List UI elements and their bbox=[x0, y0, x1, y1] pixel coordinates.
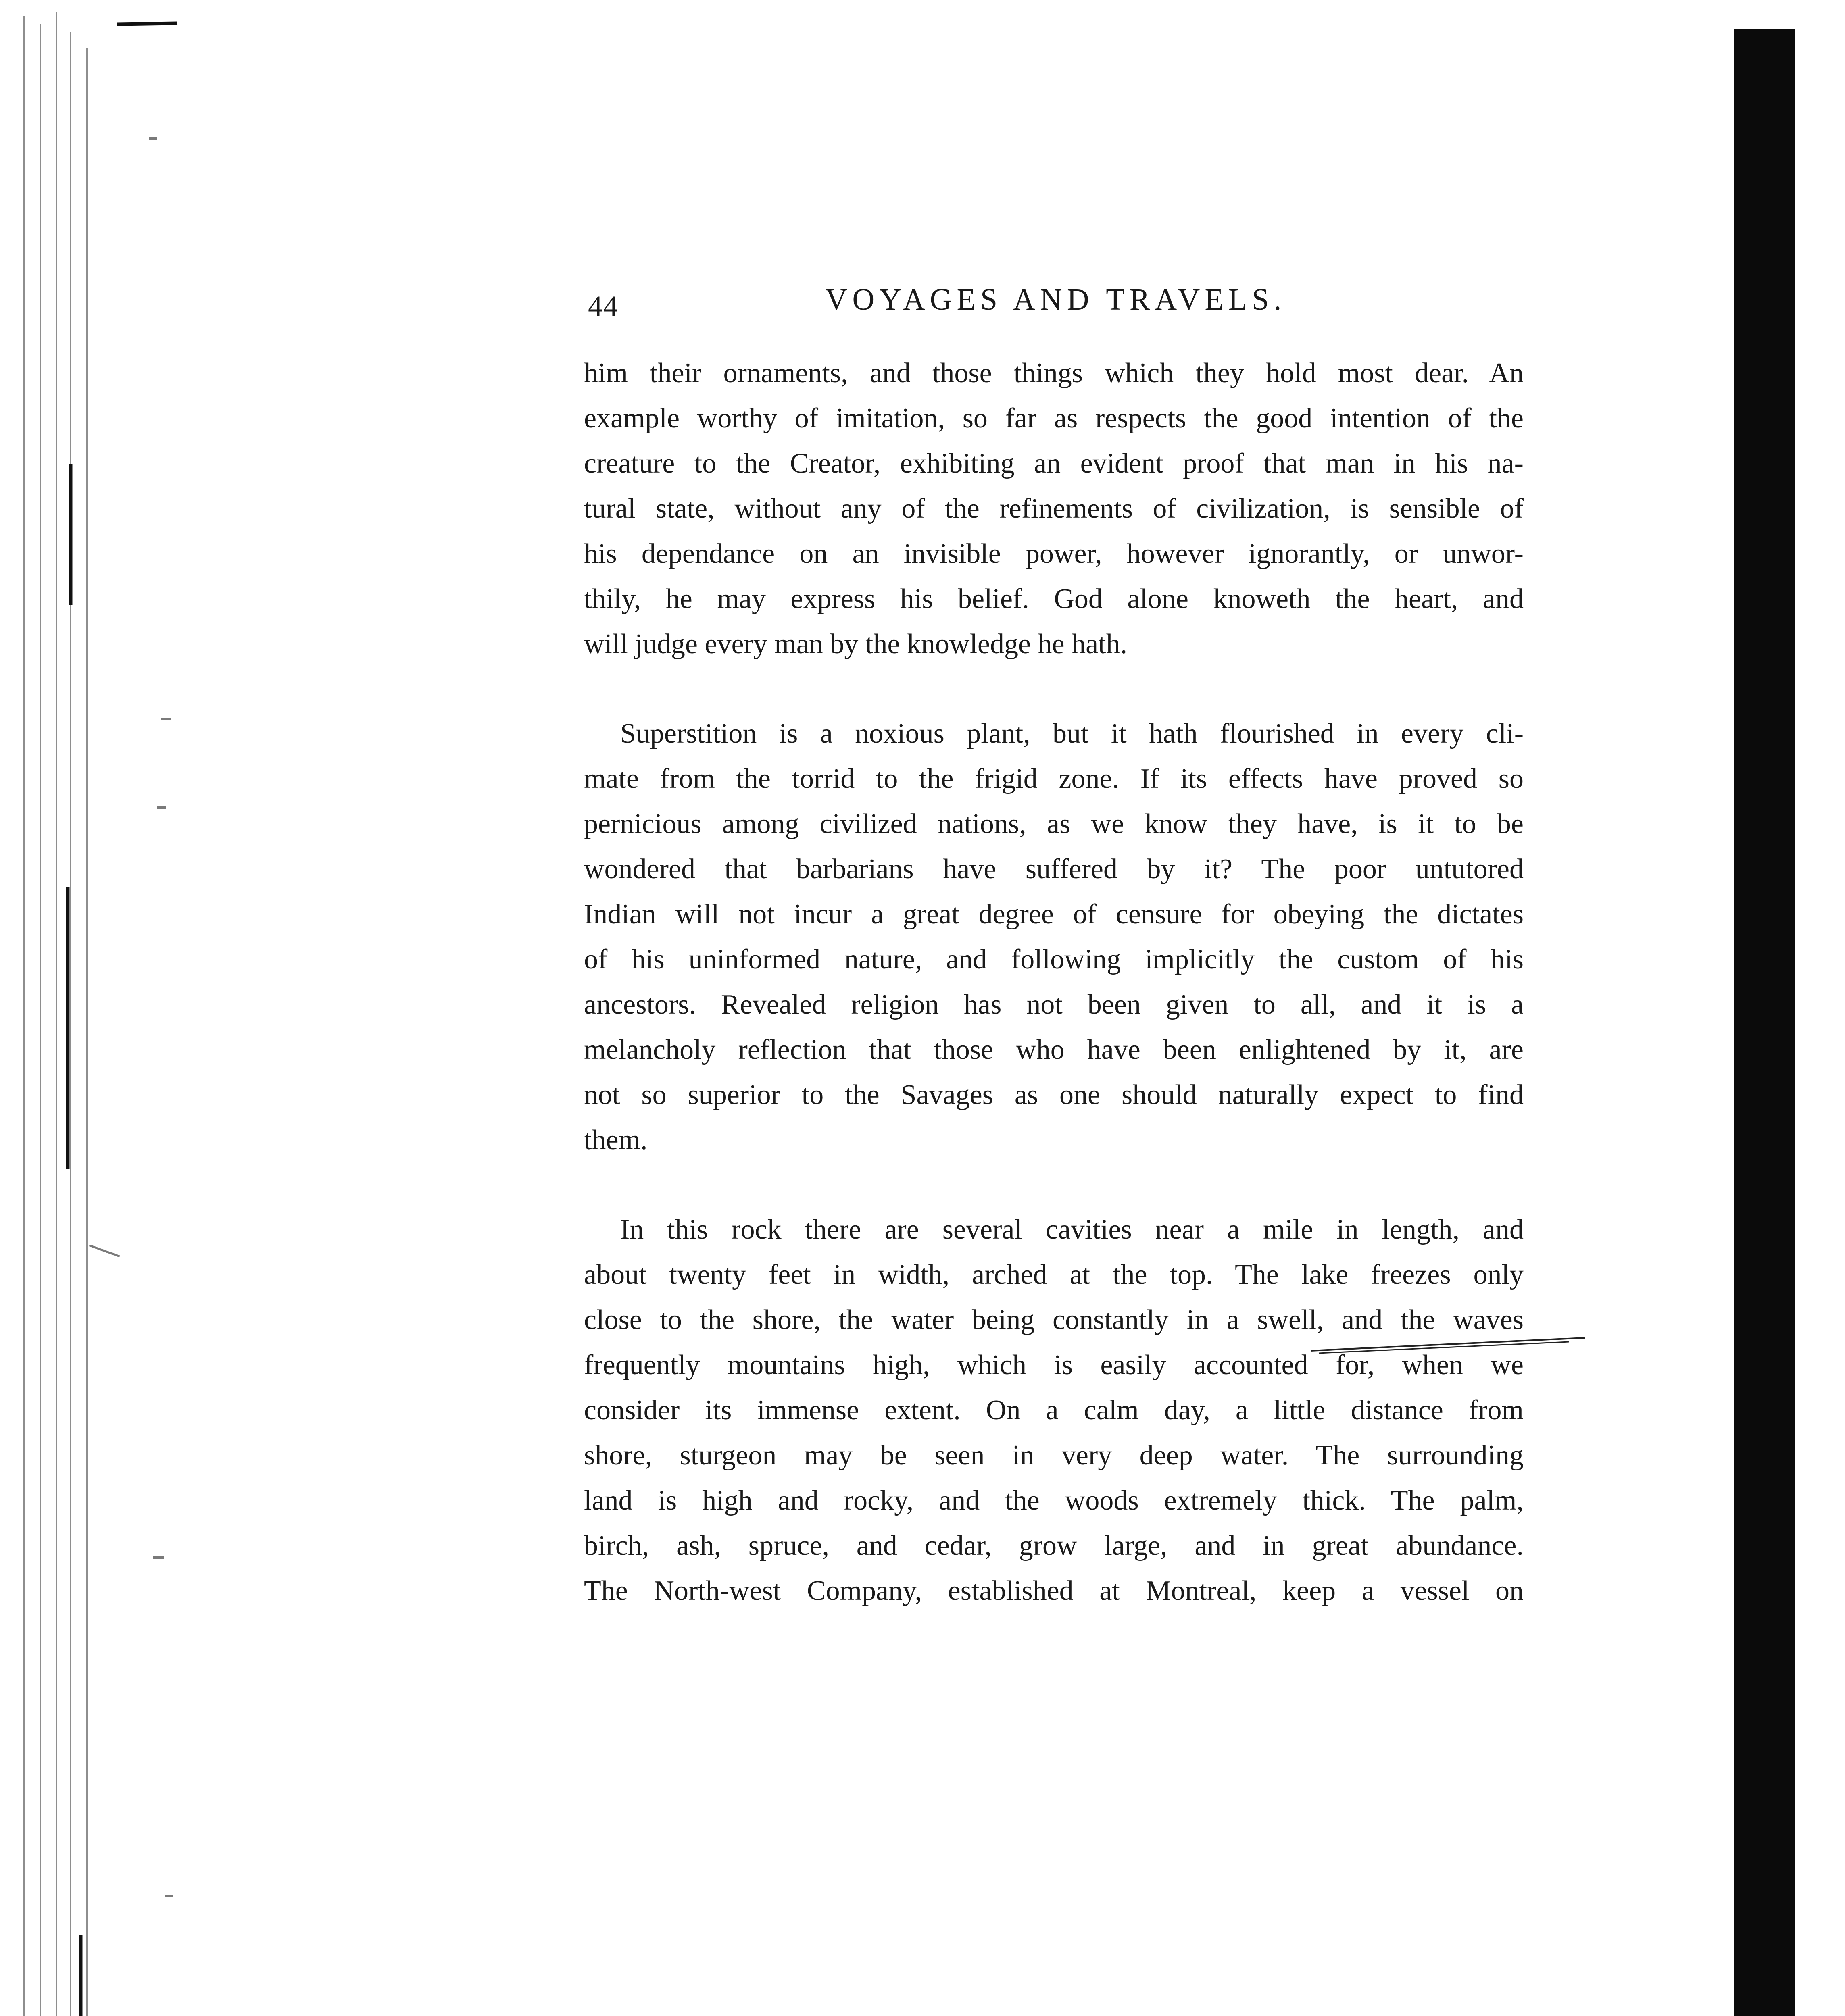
pen-strike-mark bbox=[1311, 1335, 1585, 1359]
text-line: not so superior to the Savages as one should naturally expect to find bbox=[584, 1079, 1524, 1110]
text-line: mate from the torrid to the frigid zone. If its effects have proved so bbox=[584, 763, 1524, 794]
text-line: creature to the Creator, exhibiting an evident proof that man in his na- bbox=[584, 448, 1524, 479]
text-line: Superstition is a noxious plant, but it hath flourished in every cli- bbox=[620, 718, 1524, 749]
paragraph-2 bbox=[584, 711, 1524, 1163]
paragraph-1 bbox=[584, 351, 1524, 667]
scan-gutter-noise bbox=[0, 0, 190, 2016]
text-line: In this rock there are several cavities near a mile in length, and bbox=[620, 1214, 1524, 1245]
text-line: will judge every man by the knowledge he hath. bbox=[584, 629, 1128, 660]
text-line: consider its immense extent. On a calm day, a little distance from bbox=[584, 1395, 1524, 1426]
body-text bbox=[584, 351, 1524, 1658]
text-line: land is high and rocky, and the woods extremely thick. The palm, bbox=[584, 1485, 1524, 1516]
page-number: 44 bbox=[588, 290, 619, 322]
text-line: thily, he may express his belief. God alone knoweth the heart, and bbox=[584, 583, 1524, 614]
text-line: The North-west Company, established at Montreal, keep a vessel on bbox=[584, 1575, 1524, 1606]
running-title: VOYAGES AND TRAVELS. bbox=[825, 283, 1286, 317]
binding-edge bbox=[1734, 29, 1795, 2016]
text-line: birch, ash, spruce, and cedar, grow large, and in great abundance. bbox=[584, 1530, 1524, 1561]
text-line: melancholy reflection that those who have been enlightened by it, are bbox=[584, 1034, 1524, 1065]
text-line: him their ornaments, and those things which they hold most dear. An bbox=[584, 358, 1524, 389]
text-line: of his uninformed nature, and following implicitly the custom of his bbox=[584, 944, 1524, 975]
text-line: pernicious among civilized nations, as we know they have, is it to be bbox=[584, 808, 1524, 839]
running-head bbox=[588, 282, 1524, 327]
text-line: wondered that barbarians have suffered by it? The poor untutored bbox=[584, 854, 1524, 885]
text-line: frequently mountains high, which is easily accounted for, when we bbox=[584, 1350, 1524, 1381]
paragraph-3 bbox=[584, 1207, 1524, 1614]
text-line: Indian will not incur a great degree of censure for obeying the dictates bbox=[584, 899, 1524, 930]
text-line: about twenty feet in width, arched at the top. The lake freezes only bbox=[584, 1259, 1524, 1290]
text-line: tural state, without any of the refinements of civilization, is sensible of bbox=[584, 493, 1524, 524]
text-line: ancestors. Revealed religion has not been given to all, and it is a bbox=[584, 989, 1524, 1020]
gutter-marks bbox=[0, 0, 190, 2016]
text-line: his dependance on an invisible power, however ignorantly, or unwor- bbox=[584, 538, 1524, 569]
text-line: close to the shore, the water being constantly in a swell, and the waves bbox=[584, 1304, 1524, 1335]
text-line: example worthy of imitation, so far as respects the good intention of the bbox=[584, 403, 1524, 434]
text-line: them. bbox=[584, 1125, 648, 1156]
text-line: shore, sturgeon may be seen in very deep water. The surrounding bbox=[584, 1440, 1524, 1471]
